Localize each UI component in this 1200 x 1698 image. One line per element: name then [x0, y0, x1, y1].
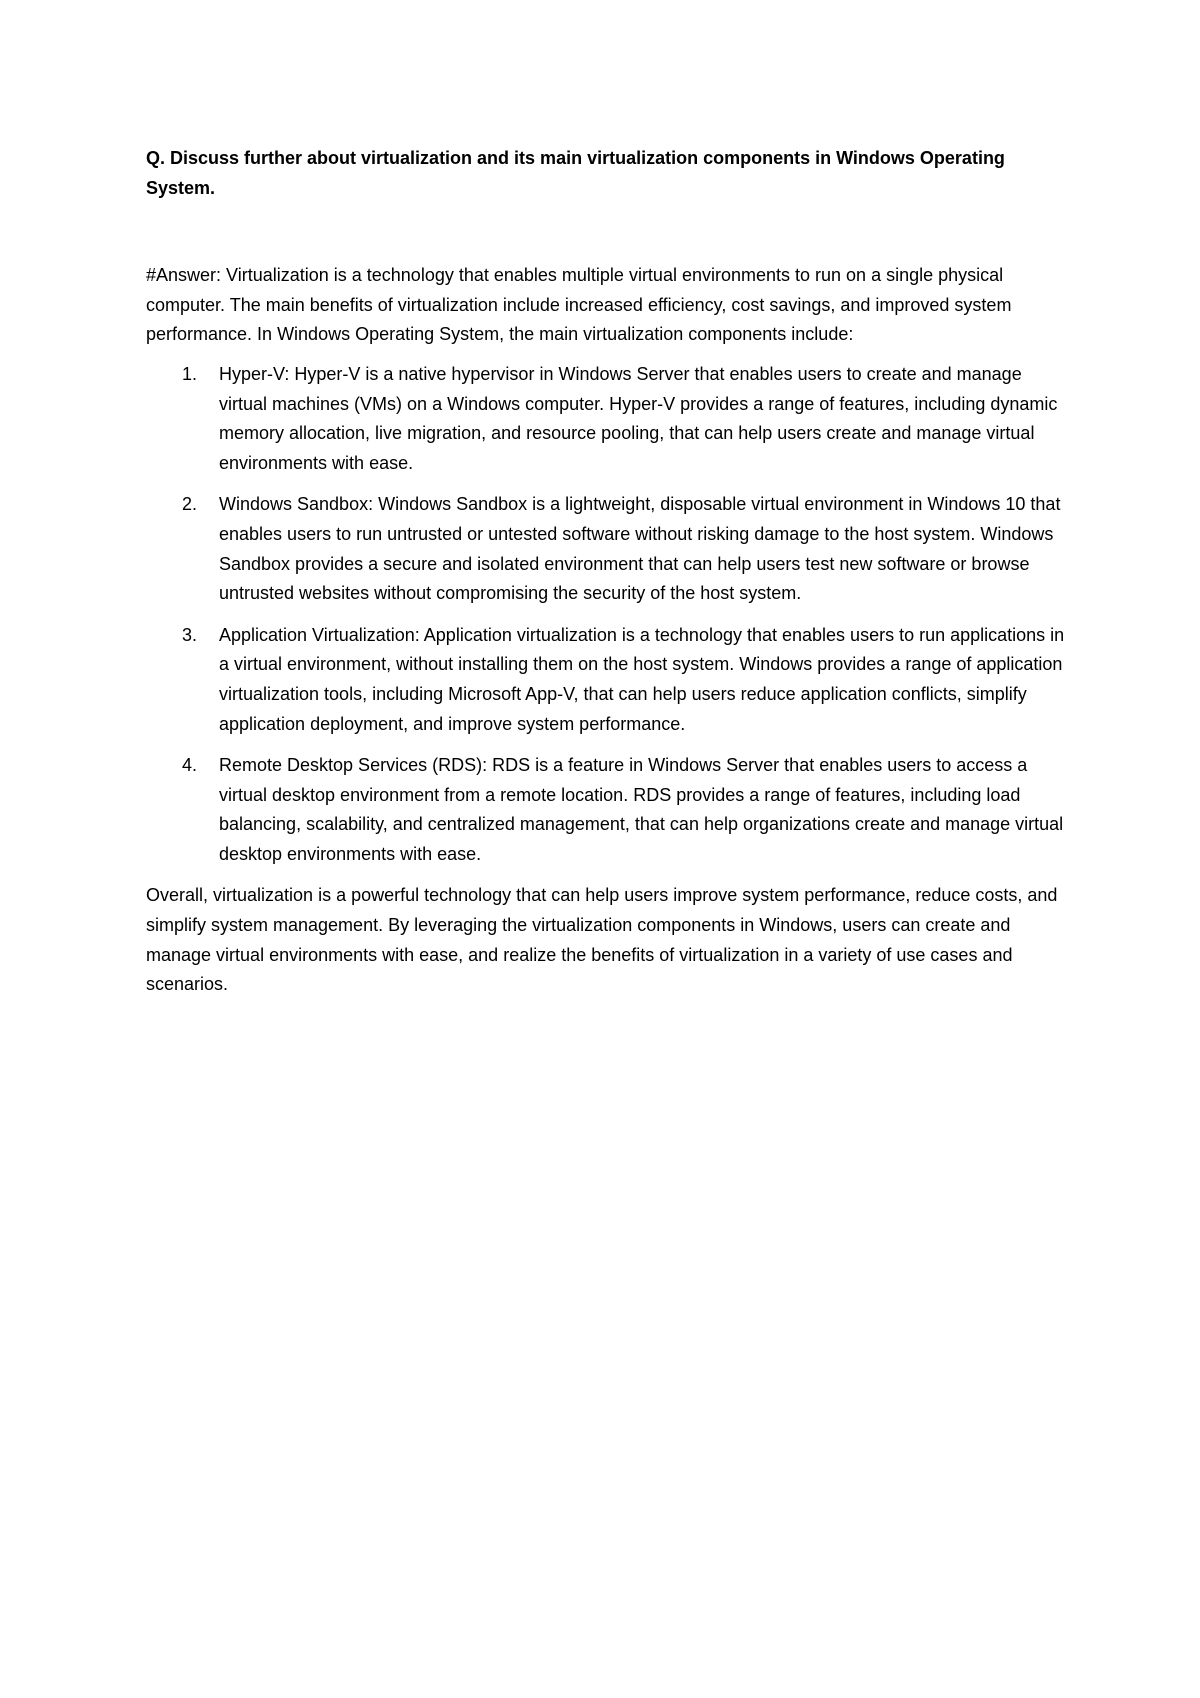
list-item-windows-sandbox — [146, 490, 1066, 608]
list-item-application-virtualization — [146, 621, 1066, 739]
list-item-hyper-v — [146, 360, 1066, 478]
list-item-number: 3. — [182, 624, 198, 645]
list-item-number: 2. — [182, 494, 198, 515]
list-item-text: Application Virtualization: Application virtualization is a technology that enables users to run applications in a virtual environment, without installing them on the host system. Windows provides a range of application virtualization tools, including Microsoft App-V, that can help users reduce application conflicts, simplify application deployment, and improve system performance. — [219, 624, 1065, 734]
answer-intro: #Answer: Virtualization is a technology that enables multiple virtual environments to run on a single physical computer. The main benefits of virtualization include increased efficiency, cost savings, and improved system performance. In Windows Operating System, the main virtualization components include: — [146, 265, 1012, 345]
conclusion-paragraph: Overall, virtualization is a powerful technology that can help users improve system performance, reduce costs, and simplify system management. By leveraging the virtualization components in Windows, users can create and manage virtual environments with ease, and realize the benefits of virtualization in a variety of use cases and scenarios. — [146, 885, 1058, 995]
list-item-number: 4. — [182, 755, 198, 776]
list-item-text: Hyper-V: Hyper-V is a native hypervisor in Windows Server that enables users to create and manage virtual machines (VMs) on a Windows computer. Hyper-V provides a range of features, including dynamic memory allocation, live migration, and resource pooling, that can help users create and manage virtual environments with ease. — [219, 363, 1058, 473]
list-item-number: 1. — [182, 363, 198, 384]
list-item-text: Windows Sandbox: Windows Sandbox is a lightweight, disposable virtual environment in Windows 10 that enables users to run untrusted or untested software without risking damage to the host system. Windows Sandbox provides a secure and isolated environment that can help users test new software or browse untrusted websites without compromising the security of the host system. — [219, 494, 1061, 604]
document-body — [146, 144, 1066, 1000]
question-heading: Q. Discuss further about virtualization and its main virtualization components in Windows Operating System. — [146, 148, 1005, 198]
components-list — [146, 360, 1066, 870]
list-item-remote-desktop-services — [146, 751, 1066, 869]
list-item-text: Remote Desktop Services (RDS): RDS is a feature in Windows Server that enables users to access a virtual desktop environment from a remote location. RDS provides a range of features, including load balancing, scalability, and centralized management, that can help organizations create and manage virtual desktop environments with ease. — [219, 755, 1064, 864]
